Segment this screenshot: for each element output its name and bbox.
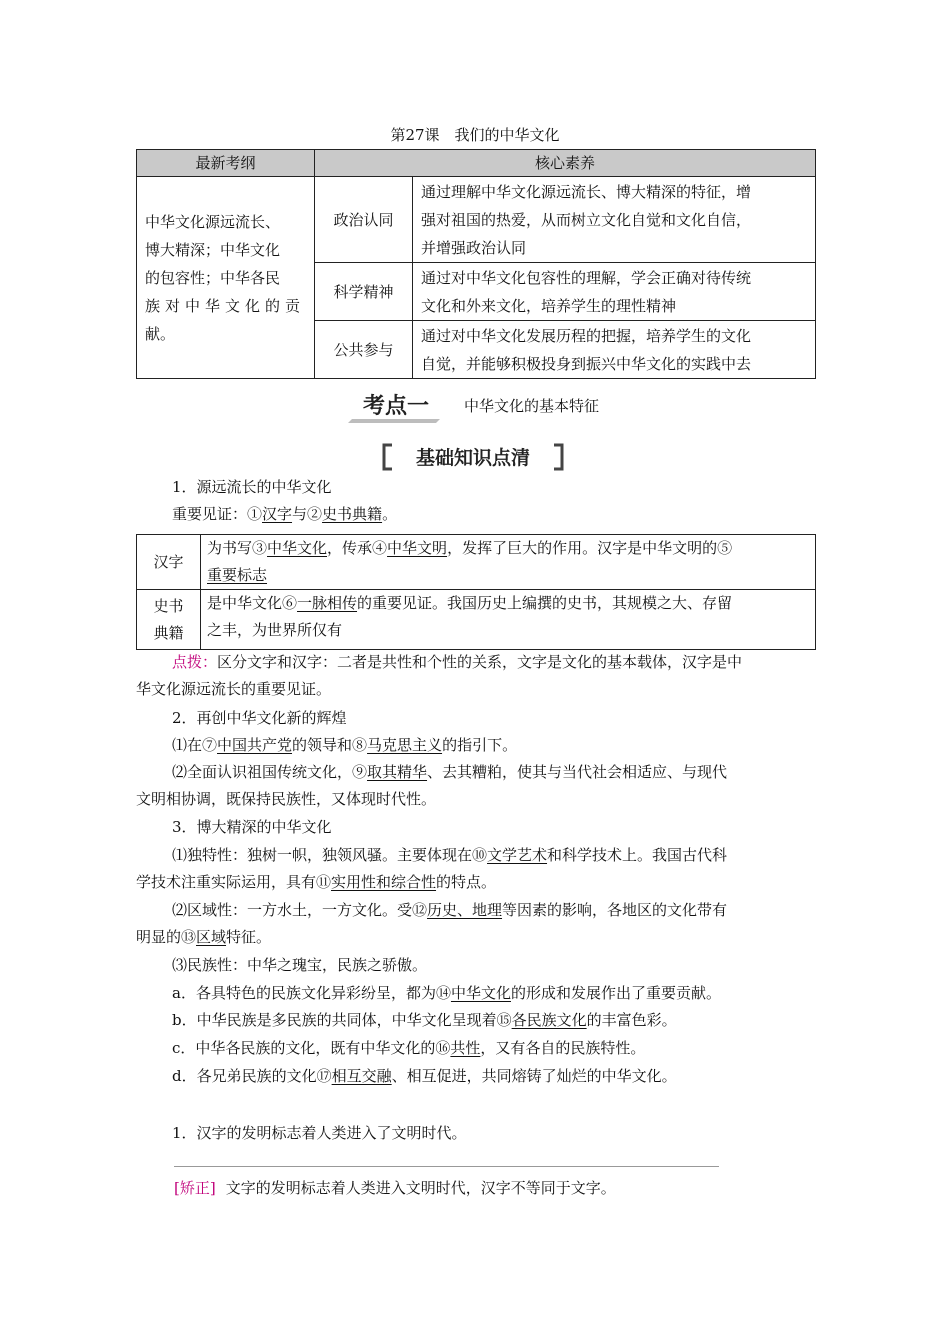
answer-4: 中华文明	[387, 539, 448, 557]
desc-line: 文化和外来文化，培养学生的理性精神	[421, 296, 677, 315]
category-participation: 公共参与	[315, 321, 413, 379]
syllabus-head-outline: 最新考纲	[137, 150, 315, 177]
outline-line: 的包容性；中华各民	[145, 268, 281, 287]
answer-2: 史书典籍	[322, 505, 383, 523]
section-3-item-a: a．各具特色的民族文化异彩纷呈，都为⑭中华文化的形成和发展作出了重要贡献。	[172, 984, 721, 1002]
section-1-heading: 1．源远流长的中华文化	[172, 478, 332, 496]
section-3-p2: ⑵区域性：一方水土，一方文化。受⑫历史、地理等因素的影响，各地区的文化带有	[172, 901, 728, 919]
answer-12: 历史、地理	[427, 901, 503, 919]
answer-13: 区域	[196, 928, 227, 946]
literacy-political	[413, 177, 816, 263]
shishu-key: 史书 典籍	[137, 590, 201, 650]
answer-16: 共性	[450, 1039, 481, 1057]
section-3-heading: 3．博大精深的中华文化	[172, 818, 332, 836]
hanzi-desc: 为书写③中华文化，传承④中华文明，发挥了巨大的作用。汉字是中华文明的⑤ 重要标志	[201, 535, 816, 590]
jichu-badge	[382, 443, 564, 471]
answer-17: 相互交融	[331, 1067, 392, 1085]
kaodian-title: 中华文化的基本特征	[464, 397, 600, 415]
jichu-badge-text: 基础知识点清	[415, 447, 531, 469]
section-3-item-c: c．中华各民族的文化，既有中华文化的⑯共性，又有各自的民族特性。	[172, 1039, 646, 1057]
desc-line: 强对祖国的热爱，从而树立文化自觉和文化自信，	[421, 210, 752, 229]
answer-divider	[174, 1166, 719, 1167]
kaodian-badge-text: 考点一	[362, 394, 430, 419]
syllabus-outline-cell	[137, 177, 315, 379]
outline-line: 族对中华文化的贡	[145, 296, 306, 315]
desc-line: 通过对中华文化包容性的理解，学会正确对待传统	[421, 268, 752, 287]
desc-line: 自觉，并能够积极投身到振兴中华文化的实践中去	[421, 354, 752, 373]
answer-6: 一脉相传	[297, 594, 358, 612]
answer-5: 重要标志	[207, 566, 268, 584]
answer-8: 马克思主义	[367, 736, 443, 754]
answer-7: 中国共产党	[217, 736, 293, 754]
answer-14: 中华文化	[450, 984, 511, 1002]
literacy-science	[413, 263, 816, 321]
lesson-title: 第27课 我们的中华文化	[390, 126, 560, 144]
section-3-item-b: b．中华民族是多民族的共同体，中华文化呈现着⑮各民族文化的丰富色彩。	[172, 1011, 677, 1029]
desc-line: 通过理解中华文化源远流长、博大精深的特征，增	[421, 182, 752, 201]
section-2-p2: ⑵全面认识祖国传统文化，⑨取其精华、去其糟粕，使其与当代社会相适应、与现代	[172, 763, 728, 781]
desc-line: 并增强政治认同	[421, 238, 527, 257]
answer-3: 中华文化	[267, 539, 328, 557]
section-2-p1: ⑴在⑦中国共产党的领导和⑧马克思主义的指引下。	[172, 736, 518, 754]
syllabus-table	[136, 149, 816, 379]
tip-line-1: 点拨：区分文字和汉字：二者是共性和个性的关系，文字是文化的基本载体，汉字是中	[172, 653, 743, 671]
section-3-item-d: d．各兄弟民族的文化⑰相互交融、相互促进，共同熔铸了灿烂的中华文化。	[172, 1067, 677, 1085]
section-3-p3: ⑶民族性：中华之瑰宝，民族之骄傲。	[172, 956, 428, 974]
section-3-p1: ⑴独特性：独树一帜，独领风骚。主要体现在⑩文学艺术和科学技术上。我国古代科	[172, 846, 728, 864]
desc-line: 通过对中华文化发展历程的把握，培养学生的文化	[421, 326, 752, 345]
judge-correction: [矫正] 文字的发明标志着人类进入文明时代，汉字不等同于文字。	[174, 1179, 616, 1197]
section-1-evidence: 重要见证：①汉字与②史书典籍。	[172, 505, 398, 523]
literacy-participation	[413, 321, 816, 379]
syllabus-head-literacy: 核心素养	[315, 150, 816, 177]
hanzi-key: 汉字	[137, 535, 201, 590]
shishu-desc: 是中华文化⑥一脉相传的重要见证。我国历史上编撰的史书，其规模之大、存留 之丰，为世界所仅有	[201, 590, 816, 650]
answer-15: 各民族文化	[511, 1011, 587, 1029]
judge-statement: 1．汉字的发明标志着人类进入了文明时代。	[172, 1124, 467, 1142]
correction-label: [矫正]	[174, 1179, 216, 1197]
answer-9: 取其精华	[367, 763, 428, 781]
kaodian-badge	[348, 389, 444, 423]
outline-line: 中华文化源远流长、	[145, 212, 281, 231]
outline-line: 献。	[145, 324, 176, 343]
hanzi-table	[136, 534, 816, 650]
answer-10: 文学艺术	[487, 846, 548, 864]
tip-line-2: 华文化源远流长的重要见证。	[136, 680, 332, 698]
answer-1: 汉字	[262, 505, 293, 523]
section-3-p2-cont: 明显的⑬区域特征。	[136, 928, 272, 946]
answer-11: 实用性和综合性	[331, 873, 437, 891]
section-3-p1-cont: 学技术注重实际运用，具有⑪实用性和综合性的特点。	[136, 873, 497, 891]
tip-label: 点拨：	[172, 653, 218, 671]
category-science: 科学精神	[315, 263, 413, 321]
category-political: 政治认同	[315, 177, 413, 263]
section-2-p2-cont: 文明相协调，既保持民族性，又体现时代性。	[136, 790, 437, 808]
section-2-heading: 2．再创中华文化新的辉煌	[172, 709, 347, 727]
outline-line: 博大精深；中华文化	[145, 240, 281, 259]
